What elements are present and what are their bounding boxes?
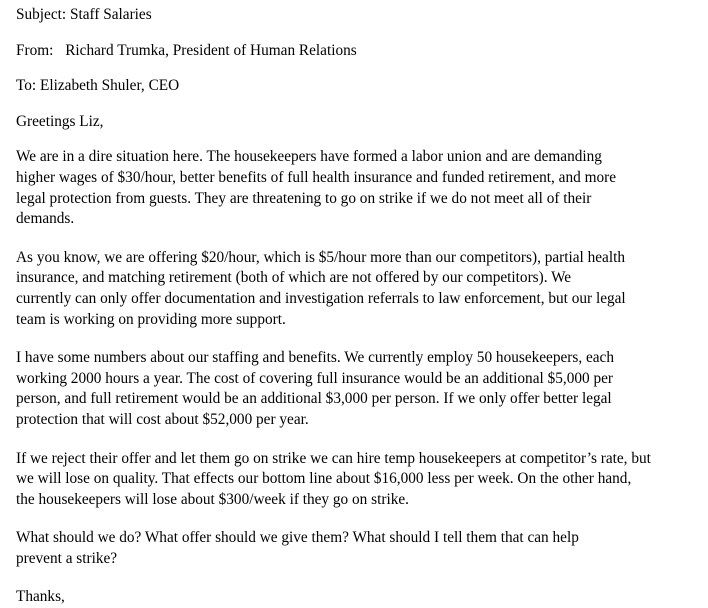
subject-value: Staff Salaries [69,6,152,23]
to-line [16,76,702,97]
body-paragraph: I have some numbers about our staffing and benefits. We currently employ 50 housekeepers, each working 2000 hours a year. The cost of covering full insurance would be an additional $5,000 per person, and full retirement would be an additional $3,000 per person. If we only offer better legal protection that will cost about $52,000 per year. [16,349,614,428]
subject-label: Subject: [16,6,67,23]
closing: Thanks, [16,588,65,606]
from-line [16,41,702,62]
body-paragraph: If we reject their offer and let them go on strike we can hire temp housekeepers at competitor’s rate, but we will lose on quality. That effects our bottom line about $16,000 less per week. On the other hand, the housekeepers will lose about $300/week if they go on strike. [16,449,651,508]
email-document [16,5,702,608]
to-label: To: [16,77,37,95]
to-value: Elizabeth Shuler, CEO [40,77,180,95]
body-paragraph: We are in a dire situation here. The housekeepers have formed a labor union and are demanding higher wages of $30/hour, better benefits of full health insurance and funded retirement, and more legal protection from guests. They are threatening to go on strike if we do not meet all of their demands. [16,148,617,228]
from-value: Richard Trumka, President of Human Relations [65,41,357,59]
body-paragraph: What should we do? What offer should we give them? What should I tell them that can help prevent a strike? [16,529,579,567]
greeting: Greetings Liz, [16,112,104,130]
from-label: From: [16,41,54,59]
body-paragraph: As you know, we are offering $20/hour, which is $5/hour more than our competitors), partial health insurance, and matching retirement (both of which are not offered by our competitors). We currently can only offer documentation and investigation referrals to law enforcement, but our legal team is working on providing more support. [16,248,626,328]
subject-line [16,5,702,26]
